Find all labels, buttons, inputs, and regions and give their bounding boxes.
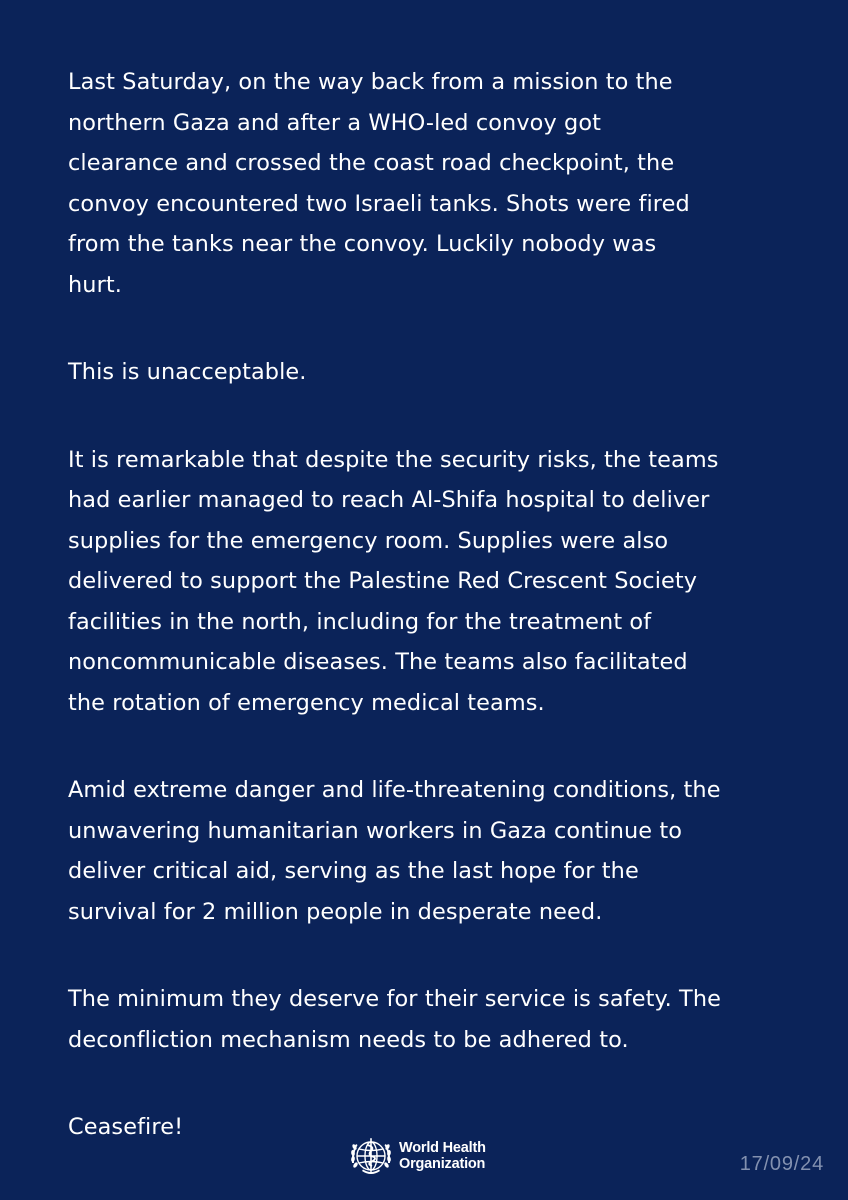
wordmark-line-2: Organization xyxy=(399,1156,486,1172)
text-line: clearance and crossed the coast road checkpoint, the xyxy=(68,150,675,176)
who-logo xyxy=(348,1133,486,1179)
text-line: This is unacceptable. xyxy=(68,359,307,385)
text-line: northern Gaza and after a WHO-led convoy got xyxy=(68,109,602,136)
text-line: Ceasefire! xyxy=(68,1114,184,1140)
paragraph-unacceptable xyxy=(68,352,788,393)
text-line: Last Saturday, on the way back from a mission to the xyxy=(68,69,673,95)
text-line: noncommunicable diseases. The teams also facilitated xyxy=(68,649,688,675)
text-line: The minimum they deserve for their service is safety. The xyxy=(68,986,722,1012)
paragraph-safety xyxy=(68,979,788,1060)
text-line: from the tanks near the convoy. Luckily nobody was xyxy=(68,231,657,257)
text-line: had earlier managed to reach Al-Shifa hospital to deliver xyxy=(68,487,710,513)
text-line: delivered to support the Palestine Red Crescent Society xyxy=(68,568,698,594)
text-line: supplies for the emergency room. Supplies were also xyxy=(68,527,669,554)
paragraph-deliveries xyxy=(68,440,788,724)
text-line: It is remarkable that despite the security risks, the teams xyxy=(68,446,719,473)
text-line: survival for 2 million people in desperate need. xyxy=(68,898,603,925)
paragraph-humanitarian-workers xyxy=(68,770,788,932)
paragraph-incident xyxy=(68,62,788,305)
text-line: the rotation of emergency medical teams. xyxy=(68,689,545,716)
text-line: facilities in the north, including for the treatment of xyxy=(68,608,652,635)
text-line: deliver critical aid, serving as the last hope for the xyxy=(68,858,639,884)
text-line: hurt. xyxy=(68,271,122,298)
who-emblem-icon xyxy=(348,1133,394,1179)
text-line: Amid extreme danger and life-threatening conditions, the xyxy=(68,777,721,803)
wordmark-line-1: World Health xyxy=(399,1140,486,1156)
text-line: deconfliction mechanism needs to be adhered to. xyxy=(68,1026,629,1053)
who-wordmark xyxy=(399,1140,486,1172)
text-line: convoy encountered two Israeli tanks. Shots were fired xyxy=(68,190,690,217)
statement-body xyxy=(68,62,788,1195)
text-line: unwavering humanitarian workers in Gaza continue to xyxy=(68,817,683,844)
statement-date: 17/09/24 xyxy=(739,1153,824,1175)
